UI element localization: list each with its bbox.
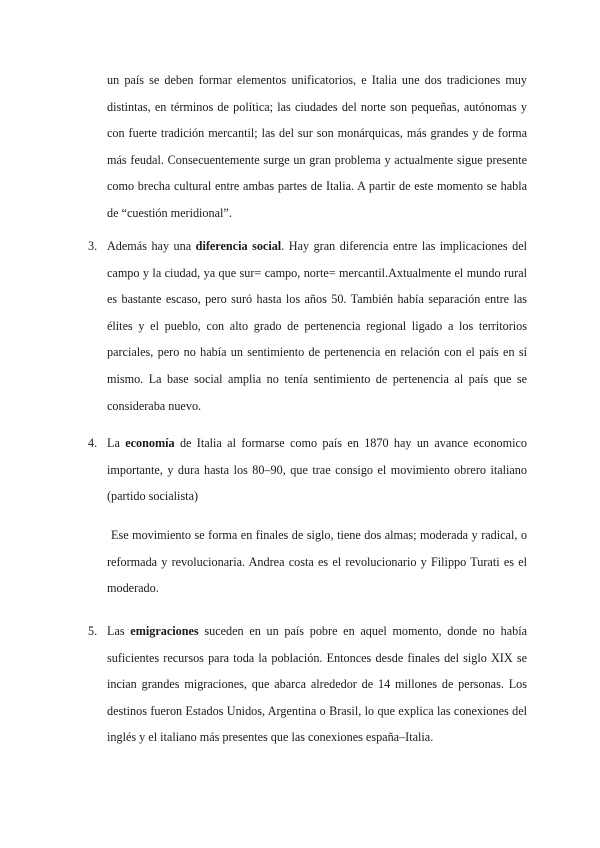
list-number-4: 4. — [88, 436, 98, 450]
item4-bold-term: economía — [125, 436, 175, 450]
list-item-social-difference — [107, 233, 527, 419]
paragraph-continuation: un país se deben formar elementos unificatorios, e Italia une dos tradiciones muy distintas, en términos de política; las ciudades del norte son pequeñas, autónomas y con fuerte tradición mercantil; las del sur son monárquicas, más grandes y de forma más feudal. Consecuentemente surge un gran problema y actualmente sigue presente como brecha cultural entre ambas partes de Italia. A partir de este momento se habla de “cuestión meridional”. — [107, 73, 527, 220]
item3-bold-term: diferencia social — [195, 239, 282, 253]
item5-text-pre: Las — [107, 624, 131, 638]
item3-text-post: . Hay gran diferencia entre las implicaciones del campo y la ciudad, ya que sur= campo, norte= mercantil.Axtualmente el mundo rural es bastante escaso, pero suró hasta los años 50. También había separación entre las élites y el pueblo, con alto grado de pertenencia regional ligado a los territorios parciales, pero no había un sentimiento de pertenencia en relación con el país en sí mismo. La base social amplia no tenía sentimiento de pertenencia al país que se consideraba nuevo. — [107, 239, 527, 413]
list-item-emigration — [107, 618, 527, 751]
item4-text-post: de Italia al formarse como país en 1870 hay un avance economico importante, y dura hasta los 80–90, que trae consigo el movimiento obrero italiano (partido socialista) — [107, 436, 528, 504]
list-number-3: 3. — [88, 239, 98, 253]
paragraph-movement: Ese movimiento se forma en finales de siglo, tiene dos almas; moderada y radical, o reformada y revolucionaria. Andrea costa es el revolucionario y Filippo Turati es el moderado. — [107, 528, 527, 596]
item4-text-pre: La — [107, 436, 126, 450]
list-number-5: 5. — [88, 624, 98, 638]
item5-bold-term: emigraciones — [130, 624, 199, 638]
item5-text-post: suceden en un país pobre en aquel momento, donde no había suficientes recursos para toda la población. Entonces desde finales del siglo XIX se incian grandes migraciones, que abarca alrededor de 14 millones de personas. Los destinos fueron Estados Unidos, Argentina o Brasil, lo que explica las conexiones del inglés y el italiano más presentes que las conexiones españa–Italia. — [107, 624, 527, 745]
list-item-economy — [107, 430, 527, 510]
item3-text-pre: Además hay una — [107, 239, 196, 253]
